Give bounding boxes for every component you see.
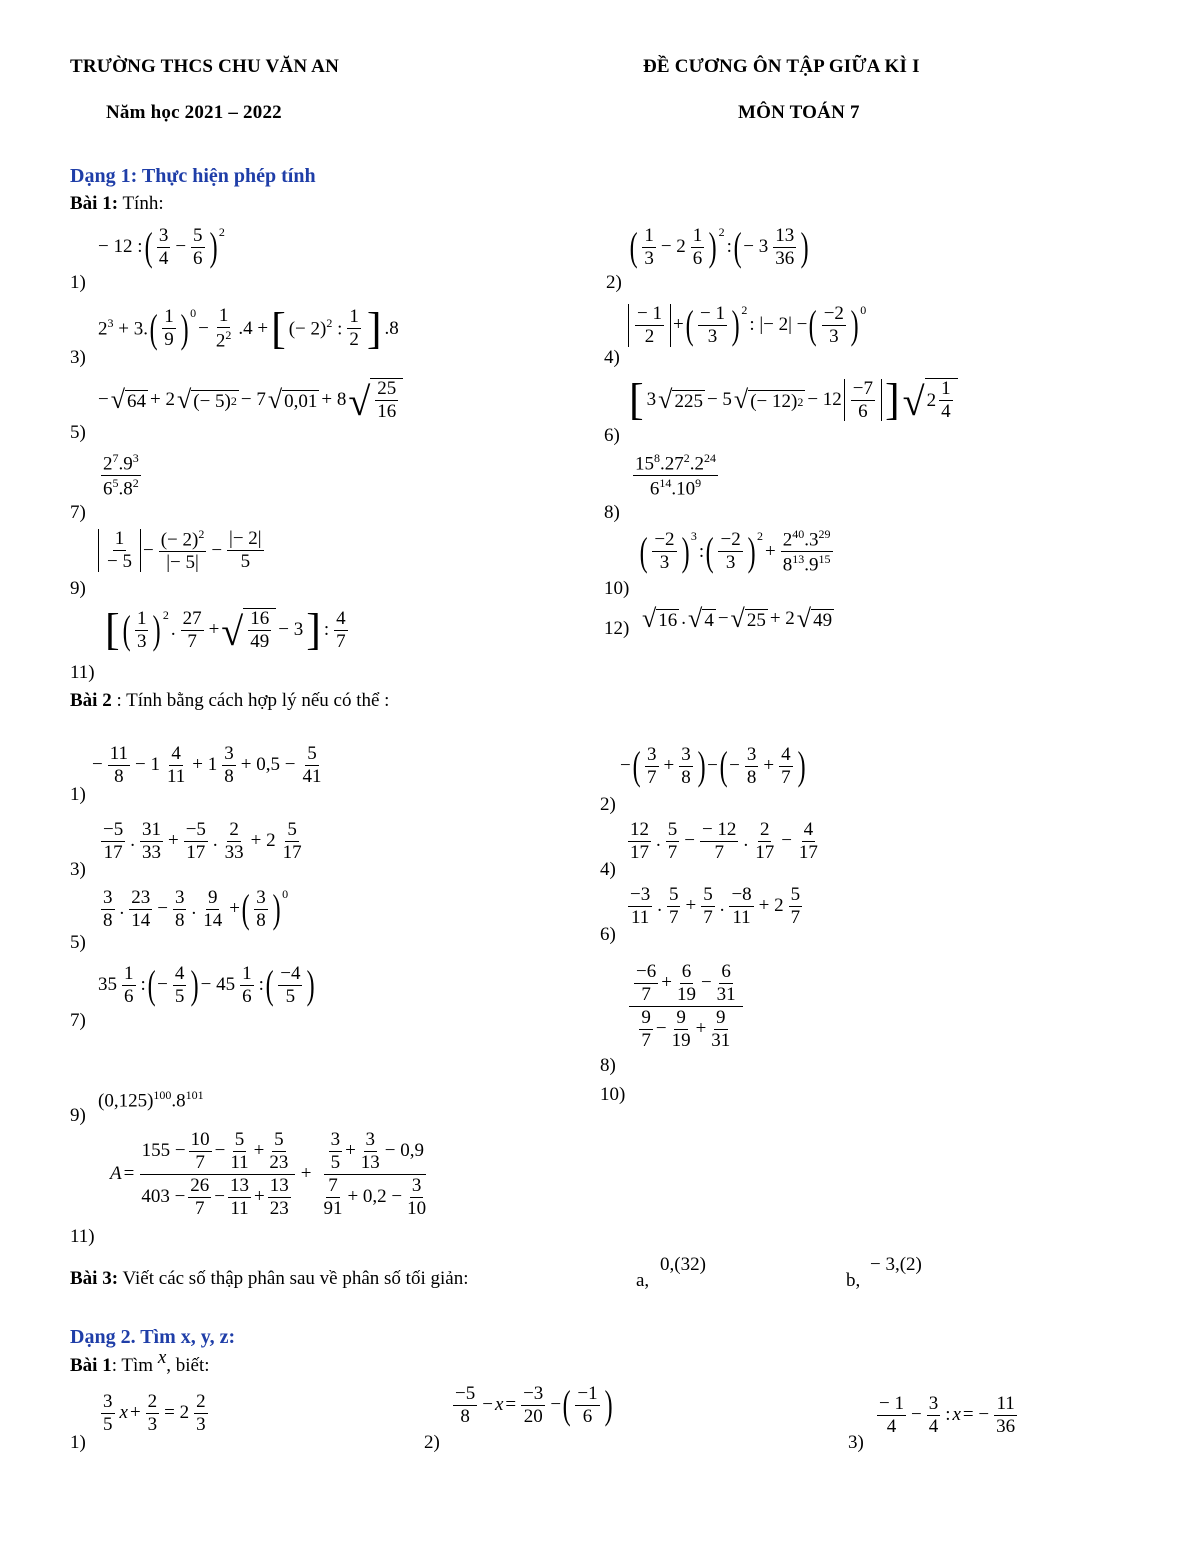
bai2-ex5: 3 8 . 23 14 − $\frac{3}{8}$ . 9 14 + ( 3 8 ) $^0$ <box>103 886 289 932</box>
bai1-ex4: − 1 2 + ( − 1 3 ) $^2$ : |− 2| − ( −2 3 ) $^0$ <box>628 304 866 347</box>
ex-number: 5) <box>70 932 86 953</box>
bai3-label: Bài 3: <box>70 1268 119 1289</box>
bai2-text: : Tính bằng cách hợp lý nếu có thể : <box>111 690 390 711</box>
ex-number: 3) <box>70 859 86 880</box>
bai2-ex7: 35 1 6 : ( − $\frac{4}{5}$ ) − 45 1 6 : ( −4 5 ) <box>98 962 316 1008</box>
bai1-ex2: ( 1 3 − 2 1 6 ) $^2$ : ( − 3 13 36 ) <box>629 224 809 270</box>
bai2-ex2: − ( 3 7 + $\frac{3}{8}$ ) − ( − $\frac{3}{8}$ + $\frac{4}{7}$ ) <box>620 743 806 789</box>
bai1-ex9: 1 − 5 − $\frac{(- 2)^2}{|- 5|}$ − $\frac{|- 2|}{5}$ <box>98 528 267 573</box>
bai2-ex8: $\frac{-6}{7}$ + $\frac{6}{19}$ − $\frac{6}{31}$ $\frac{9}{7}$ − $\frac{9}{19}$ + $\frac{9}{31}$ <box>626 962 746 1051</box>
ex-number: 3) <box>848 1432 864 1453</box>
ex-number: 9) <box>70 1105 86 1126</box>
ex-number: 9) <box>70 578 86 599</box>
s2-ex2: −5 8 − x = $\frac{-3}{20}$ − ( −1 6 ) <box>455 1382 613 1428</box>
bai1-ex7: $2^7.9^3$ $6^5.8^2$ <box>103 451 139 500</box>
s2-bai1-var: x <box>157 1347 167 1368</box>
bai2-label: Bài 2 <box>70 690 112 711</box>
s2-bai1-heading <box>70 1347 210 1377</box>
bai2-ex3: −5 17 . 31 33 + $\frac{-5}{17}$ . 2 33 + 2 5 17 <box>103 819 302 863</box>
document-title: ĐỀ CƯƠNG ÔN TẬP GIỮA KÌ I <box>643 56 920 77</box>
bai1-ex6: [ 3 √ 225 − 5 √ (− 12) 2 − 12 −7 6 ] √ 2 1 4 <box>628 378 958 422</box>
bai2-ex1: − $\frac{11}{8}$ − 1 4 11 + 1 3 8 + 0,5 − $\frac{5}{41}$ <box>92 743 322 787</box>
ex-number: 8) <box>600 1055 616 1076</box>
bai3-heading <box>70 1268 468 1290</box>
s2-ex1: 3 5 x + $\frac{2}{3}$ = 2 2 3 <box>103 1391 206 1435</box>
ex-number: 7) <box>70 502 86 523</box>
section1-title: Dạng 1: Thực hiện phép tính <box>70 165 316 187</box>
bai3-b-label: b, <box>846 1270 861 1291</box>
bai3-text: Viết các số thập phân sau về phân số tối giản: <box>118 1268 469 1289</box>
ex-number: 4) <box>600 859 616 880</box>
ex-number: 7) <box>70 1010 86 1031</box>
school-year: Năm học 2021 – 2022 <box>106 102 282 123</box>
bai2-ex6: −3 11 . 5 7 + $\frac{5}{7}$ . −8 11 + 2 5 7 <box>630 884 801 928</box>
ex-number: 1) <box>70 784 86 805</box>
ex-number: 12) <box>604 618 630 639</box>
bai3-a-label: a, <box>636 1270 650 1291</box>
ex-number: 10) <box>604 578 630 599</box>
ex-number: 2) <box>606 272 622 293</box>
bai1-ex11: [ ( 1 3 ) $^2$ . 27 7 + √ 16 49 − 3 ] : 4 7 <box>105 605 346 654</box>
bai1-label: Bài 1: <box>70 193 119 214</box>
bai3-b-value: − 3,(2) <box>870 1254 922 1275</box>
ex-number: 4) <box>604 347 620 368</box>
ex-number: 8) <box>604 502 620 523</box>
ex-number: 6) <box>604 425 620 446</box>
bai1-ex10: ( −2 3 ) $^3$ : ( −2 3 ) $^2$ + $\frac{2^{40}.3^{29}}{8^{13}.9^{15}}$ <box>639 527 831 576</box>
bai1-ex5: − √ 64 + 2 √ (− 5) 2 − 7 √ 0,01 + 8 √ 25 16 <box>98 378 403 422</box>
bai2-ex11: A = 155 − $\frac{10}{7}$ − $\frac{5}{11}$ + $\frac{5}{23}$ 403 − $\frac{26}{7}$ − $\frac{13}{11}$ + $\frac{13}{23}$ + $\frac{3}{5}$ + $\frac{3}{13}$ − 0,9 $\frac{7}{91}$ + 0,2 − $\frac{3}{10}$ <box>110 1129 427 1219</box>
ex-number: 11) <box>70 1226 95 1247</box>
bai2-ex9: $(0,125)^{100}.8^{101}$ <box>98 1088 204 1112</box>
ex-number: 2) <box>600 794 616 815</box>
s2-bai1-text: : Tìm <box>111 1355 158 1376</box>
s2-bai1-label: Bài 1 <box>70 1355 112 1376</box>
bai1-ex12: √ 16 . √ 4 − √ 25 + 2 √ 49 <box>642 604 833 633</box>
ex-number: 5) <box>70 422 86 443</box>
bai2-heading <box>70 690 389 712</box>
bai2-ex4: 12 17 . 5 7 − $\frac{- 12}{7}$ . 2 17 − $\frac{4}{17}$ <box>630 819 818 863</box>
bai1-ex1: − 12 : ( 3 4 − $\frac{5}{6}$ ) $^2$ <box>98 224 225 270</box>
s2-bai1-text2: , biết: <box>166 1355 210 1376</box>
bai1-ex3: $2^3 + 3$. ( 1 9 ) $^0$ − $\frac{1}{2^2}$ .4 + [ (− 2)$^2$ : 1 2 ] .8 <box>98 303 399 353</box>
ex-number: 1) <box>70 272 86 293</box>
ex-number: 1) <box>70 1432 86 1453</box>
ex-number: 6) <box>600 924 616 945</box>
ex-number: 3) <box>70 347 86 368</box>
subject-name: MÔN TOÁN 7 <box>738 102 860 123</box>
bai1-text: Tính: <box>118 193 164 214</box>
ex-number: 10) <box>600 1084 626 1105</box>
s2-ex3: − 1 4 − $\frac{3}{4}$ : x = − $\frac{11}{36}$ <box>879 1393 1016 1437</box>
bai3-a-value: 0,(32) <box>660 1254 706 1275</box>
school-name: TRƯỜNG THCS CHU VĂN AN <box>70 56 340 77</box>
ex-number: 11) <box>70 662 95 683</box>
section2-title: Dạng 2. Tìm x, y, z: <box>70 1326 236 1348</box>
bai1-ex8: $15^8.27^2.2^{24}$ $6^{14}.10^9$ <box>635 451 716 500</box>
ex-number: 2) <box>424 1432 440 1453</box>
bai1-heading <box>70 193 164 215</box>
